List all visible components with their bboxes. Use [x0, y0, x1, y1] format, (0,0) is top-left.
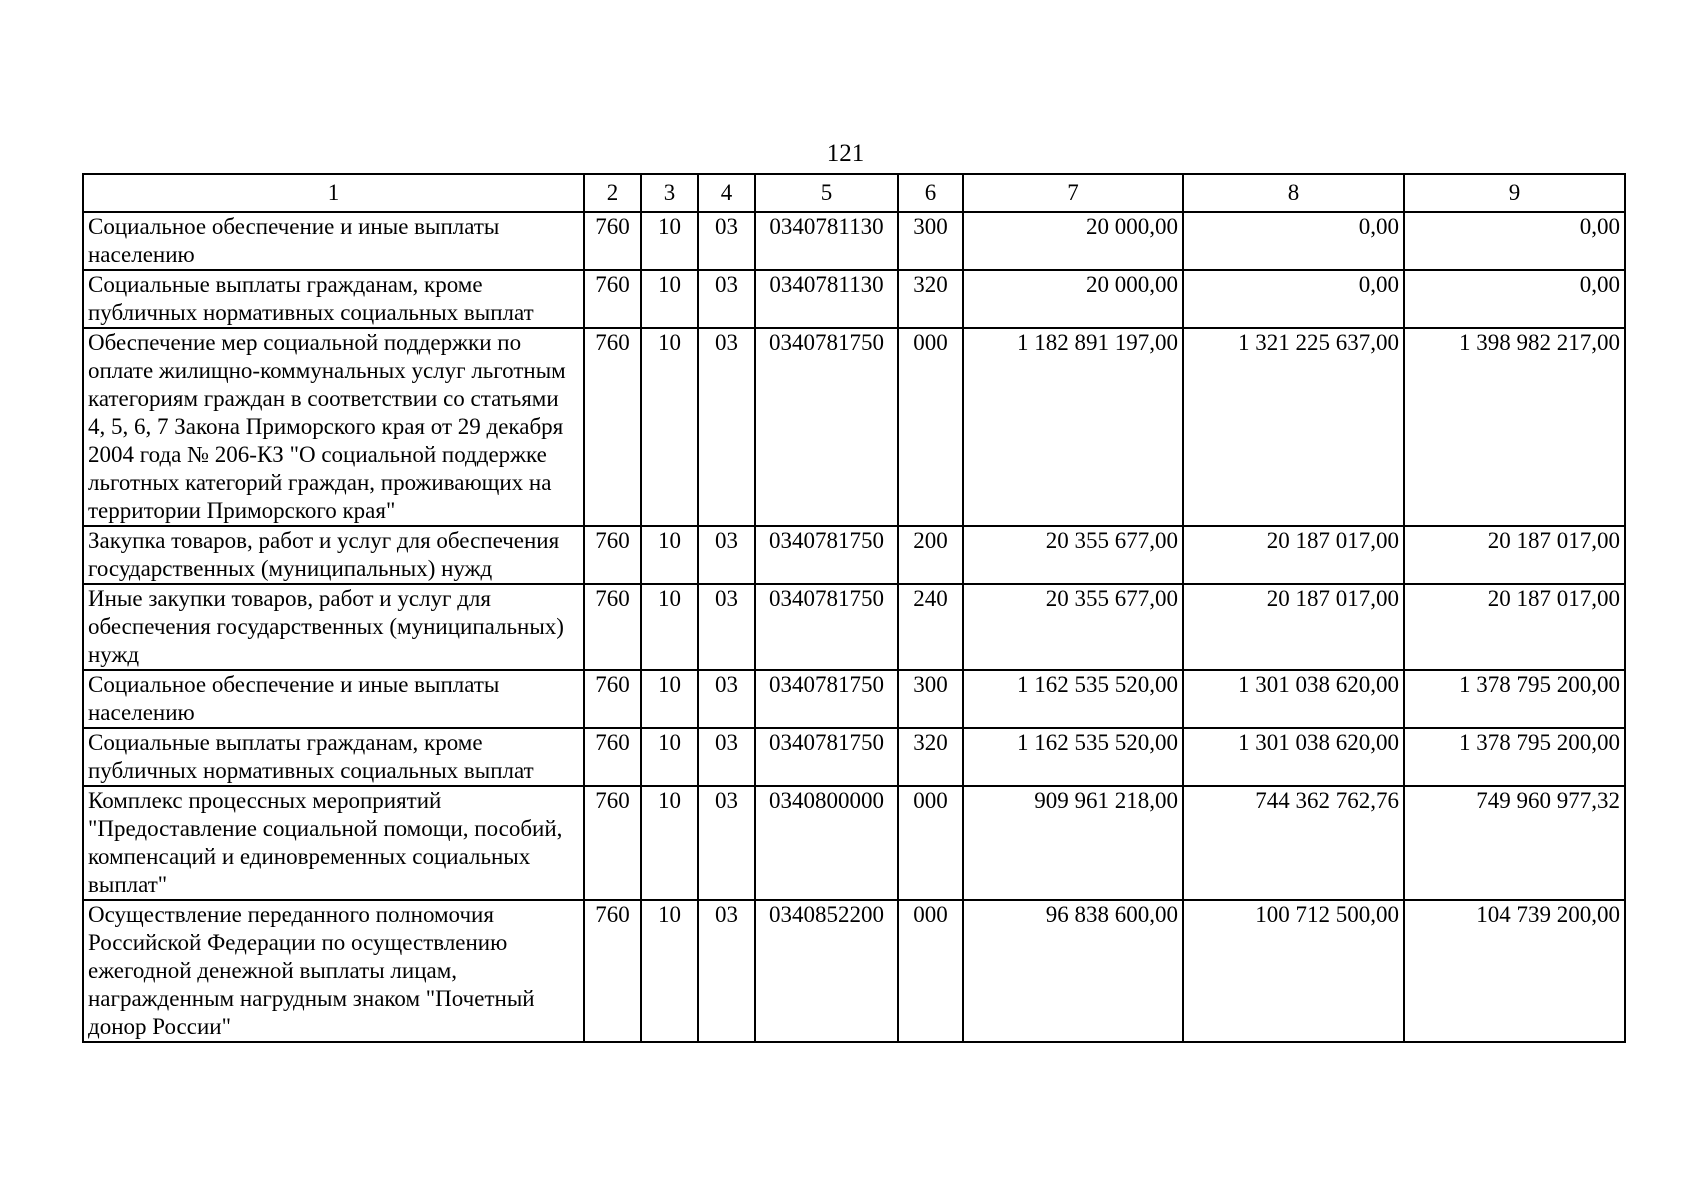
row-col-2: 760 — [584, 786, 641, 900]
row-col-3: 10 — [641, 212, 698, 270]
row-col-2: 760 — [584, 900, 641, 1042]
table-row — [83, 584, 1625, 670]
table-row — [83, 270, 1625, 328]
row-col-6: 200 — [898, 526, 963, 584]
row-col-4: 03 — [698, 900, 755, 1042]
header-row — [83, 174, 1625, 212]
row-col-6: 320 — [898, 270, 963, 328]
row-col-8: 1 321 225 637,00 — [1183, 328, 1404, 526]
row-col-2: 760 — [584, 526, 641, 584]
row-name: Социальные выплаты гражданам, кроме публичных нормативных социальных выплат — [83, 270, 584, 328]
row-col-3: 10 — [641, 786, 698, 900]
row-col-9: 1 378 795 200,00 — [1404, 670, 1625, 728]
row-col-6: 300 — [898, 212, 963, 270]
row-col-3: 10 — [641, 670, 698, 728]
row-col-4: 03 — [698, 670, 755, 728]
row-col-7: 1 182 891 197,00 — [963, 328, 1183, 526]
page-number: 121 — [826, 140, 865, 167]
row-col-2: 760 — [584, 270, 641, 328]
row-name: Иные закупки товаров, работ и услуг для обеспечения государственных (муниципальных) нужд — [83, 584, 584, 670]
row-col-7: 20 355 677,00 — [963, 584, 1183, 670]
budget-table — [82, 173, 1626, 1043]
header-cell-3: 3 — [641, 174, 698, 212]
row-col-2: 760 — [584, 328, 641, 526]
row-col-3: 10 — [641, 526, 698, 584]
header-cell-5: 5 — [755, 174, 898, 212]
row-col-9: 20 187 017,00 — [1404, 584, 1625, 670]
row-name: Комплекс процессных мероприятий "Предоставление социальной помощи, пособий, компенсаций и единовременных социальных выплат" — [83, 786, 584, 900]
table-row — [83, 728, 1625, 786]
row-col-8: 0,00 — [1183, 270, 1404, 328]
row-col-5: 0340781750 — [755, 728, 898, 786]
row-name: Социальное обеспечение и иные выплаты населению — [83, 212, 584, 270]
row-col-7: 1 162 535 520,00 — [963, 670, 1183, 728]
row-col-8: 744 362 762,76 — [1183, 786, 1404, 900]
row-col-6: 300 — [898, 670, 963, 728]
header-cell-6: 6 — [898, 174, 963, 212]
row-name: Социальное обеспечение и иные выплаты населению — [83, 670, 584, 728]
row-col-7: 96 838 600,00 — [963, 900, 1183, 1042]
row-col-6: 240 — [898, 584, 963, 670]
header-cell-9: 9 — [1404, 174, 1625, 212]
row-col-5: 0340852200 — [755, 900, 898, 1042]
row-col-2: 760 — [584, 670, 641, 728]
row-col-4: 03 — [698, 728, 755, 786]
row-col-2: 760 — [584, 584, 641, 670]
row-col-4: 03 — [698, 584, 755, 670]
row-col-5: 0340781750 — [755, 670, 898, 728]
row-col-6: 320 — [898, 728, 963, 786]
header-cell-7: 7 — [963, 174, 1183, 212]
row-col-9: 0,00 — [1404, 212, 1625, 270]
row-col-4: 03 — [698, 786, 755, 900]
row-col-5: 0340781750 — [755, 328, 898, 526]
row-col-7: 20 000,00 — [963, 212, 1183, 270]
row-col-5: 0340781130 — [755, 212, 898, 270]
row-col-6: 000 — [898, 786, 963, 900]
row-col-2: 760 — [584, 212, 641, 270]
row-col-7: 1 162 535 520,00 — [963, 728, 1183, 786]
row-col-8: 20 187 017,00 — [1183, 526, 1404, 584]
row-col-3: 10 — [641, 328, 698, 526]
row-col-7: 20 000,00 — [963, 270, 1183, 328]
row-col-4: 03 — [698, 212, 755, 270]
row-col-3: 10 — [641, 270, 698, 328]
row-name: Осуществление переданного полномочия Российской Федерации по осуществлению ежегодной денежной выплаты лицам, награжденным нагрудным знаком "Почетный донор России" — [83, 900, 584, 1042]
row-col-5: 0340781750 — [755, 526, 898, 584]
row-col-9: 104 739 200,00 — [1404, 900, 1625, 1042]
header-cell-8: 8 — [1183, 174, 1404, 212]
row-col-5: 0340781750 — [755, 584, 898, 670]
table-row — [83, 900, 1625, 1042]
row-col-8: 1 301 038 620,00 — [1183, 728, 1404, 786]
row-col-9: 20 187 017,00 — [1404, 526, 1625, 584]
row-col-5: 0340800000 — [755, 786, 898, 900]
row-col-7: 20 355 677,00 — [963, 526, 1183, 584]
row-col-8: 20 187 017,00 — [1183, 584, 1404, 670]
row-col-9: 1 378 795 200,00 — [1404, 728, 1625, 786]
header-cell-2: 2 — [584, 174, 641, 212]
row-name: Закупка товаров, работ и услуг для обеспечения государственных (муниципальных) нужд — [83, 526, 584, 584]
row-col-9: 0,00 — [1404, 270, 1625, 328]
table-row — [83, 670, 1625, 728]
row-col-6: 000 — [898, 328, 963, 526]
row-col-4: 03 — [698, 328, 755, 526]
row-col-9: 1 398 982 217,00 — [1404, 328, 1625, 526]
row-col-9: 749 960 977,32 — [1404, 786, 1625, 900]
row-col-8: 1 301 038 620,00 — [1183, 670, 1404, 728]
row-col-3: 10 — [641, 728, 698, 786]
row-col-5: 0340781130 — [755, 270, 898, 328]
table-row — [83, 526, 1625, 584]
row-col-8: 100 712 500,00 — [1183, 900, 1404, 1042]
row-name: Социальные выплаты гражданам, кроме публичных нормативных социальных выплат — [83, 728, 584, 786]
table-row — [83, 328, 1625, 526]
row-col-4: 03 — [698, 270, 755, 328]
header-cell-1: 1 — [83, 174, 584, 212]
row-col-7: 909 961 218,00 — [963, 786, 1183, 900]
row-name: Обеспечение мер социальной поддержки по оплате жилищно-коммунальных услуг льготным категориям граждан в соответствии со статьями 4, 5, 6, 7 Закона Приморского края от 29 декабря 2004 года № 206-КЗ "О социальной поддержке льготных категорий граждан, проживающих на территории Приморского края" — [83, 328, 584, 526]
row-col-8: 0,00 — [1183, 212, 1404, 270]
row-col-4: 03 — [698, 526, 755, 584]
row-col-3: 10 — [641, 900, 698, 1042]
row-col-3: 10 — [641, 584, 698, 670]
header-cell-4: 4 — [698, 174, 755, 212]
table-row — [83, 212, 1625, 270]
row-col-2: 760 — [584, 728, 641, 786]
table-row — [83, 786, 1625, 900]
row-col-6: 000 — [898, 900, 963, 1042]
